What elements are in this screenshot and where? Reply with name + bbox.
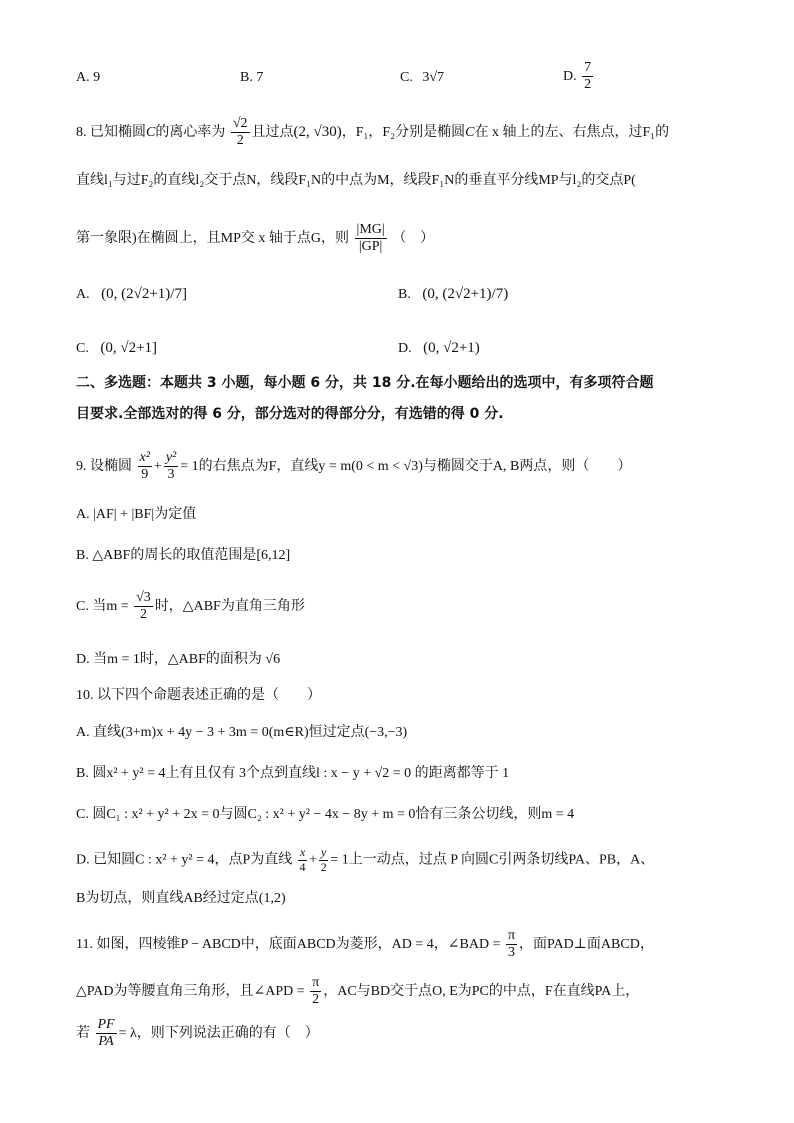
q8-text: 在 x 轴上的左、右焦点，过: [474, 124, 643, 140]
q11-angle-fraction-2: [310, 975, 321, 1008]
q11-ratio-fraction: [96, 1017, 117, 1050]
q8-ratio-denominator: |GP|: [358, 239, 383, 255]
q7-option-b: B. 7: [240, 70, 264, 85]
q8-option-b-value: (0, (2√2+1)/7): [422, 286, 509, 302]
q8-ratio-numerator: |MG|: [355, 222, 387, 239]
q8-option-b-label: B.: [398, 287, 411, 302]
q10-option-b: B. 圆x² + y² = 4上有且仅有 3个点到直线l : x − y + √2 = 0 的距离都等于 1: [76, 766, 510, 781]
q8-ellipse-symbol: C: [146, 124, 156, 140]
q8-text: 8. 已知椭圆: [76, 124, 146, 140]
q7-option-c: [400, 70, 444, 86]
q8-ellipse-symbol: C: [465, 124, 475, 140]
q11-frac1-denominator: 3: [508, 945, 515, 961]
q8-point: (2, √30): [293, 123, 342, 140]
q8-option-a: [76, 286, 187, 303]
q8-option-a-value: (0, (2√2+1)/7]: [101, 286, 187, 302]
q8-line-2: 直线l₁与过F₂的直线l₂交于点N，线段F₁N的中点为M，线段F₁N的垂直平分线MP与l₂的交点P(: [76, 173, 636, 188]
q10-d-frac-y-numerator: y: [321, 845, 327, 859]
q7-option-d: [563, 60, 595, 93]
q8-option-c-label: C.: [76, 341, 89, 356]
q8-text: 的离心率为: [155, 124, 226, 140]
q10-d-frac-x-denominator: 4: [299, 859, 306, 874]
q9-fraction-y: [164, 450, 178, 483]
q9-fraction-x: [138, 450, 152, 483]
q10-option-d-text: = 1上一动点，过点 P 向圆C引两条切线PA、PB，A、: [330, 852, 655, 868]
q7-option-c-label: C.: [400, 70, 413, 85]
q8-ratio-fraction: [355, 222, 387, 255]
q10-option-d-text: D. 已知圆C : x² + y² = 4，点P为直线: [76, 852, 293, 868]
q11-frac2-denominator: 2: [312, 992, 320, 1008]
q11-frac1-numerator: π: [506, 928, 517, 945]
q10-d-fraction-x: [298, 846, 307, 875]
q11-text: 若: [76, 1025, 90, 1041]
q11-text: ，AC与BD交于点O, E为PC的中点，F在直线PA上，: [323, 983, 640, 999]
q7-option-d-fraction: [582, 60, 593, 93]
q8-option-b: [398, 286, 508, 303]
section-2-heading-line-2: 目要求.全部选对的得 6 分，部分选对的得部分分，有选错的得 0 分.: [76, 406, 504, 422]
q8-text: F₁的: [642, 124, 670, 140]
q9-text: = 1的右焦点为F，直线y = m(0 < m < √3)与椭圆交于A, B两点，则（ ）: [180, 458, 632, 474]
q10-d-frac-x-numerator: x: [299, 845, 306, 859]
q9-option-d: D. 当m = 1时，△ABF的面积为 √6: [76, 652, 281, 667]
q7-d-denominator: 2: [584, 77, 592, 93]
q8-text: 第一象限)在椭圆上，且MP交 x 轴于点G，则: [76, 230, 350, 246]
q9-option-b: B. △ABF的周长的取值范围是[6,12]: [76, 548, 291, 563]
q9-plus: +: [153, 458, 162, 474]
q9-option-c-text: C. 当m =: [76, 598, 129, 614]
q8-ecc-denominator: 2: [236, 133, 244, 149]
q9-c-denominator: 2: [139, 607, 147, 623]
q8-line-1: [76, 116, 669, 149]
q8-eccentricity-fraction: [231, 116, 250, 149]
q8-option-d-value: (0, √2+1): [423, 340, 480, 356]
q8-option-d: [398, 340, 480, 357]
q8-text: ，F₁，F₂分别是椭圆: [341, 124, 466, 140]
q10-d-fraction-y: [319, 846, 328, 875]
q11-text: 11. 如图，四棱锥P − ABCD中，底面ABCD为菱形，AD = 4，∠BAD =: [76, 936, 501, 952]
q11-text: = λ，则下列说法正确的有（ ）: [118, 1025, 319, 1041]
q9-option-a: A. |AF| + |BF|为定值: [76, 507, 197, 522]
q11-text: △PAD为等腰直角三角形，且∠APD =: [76, 983, 305, 999]
q10-d-frac-y-denominator: 2: [320, 859, 327, 874]
q10-option-d: [76, 846, 654, 875]
q9-option-c-fraction: [134, 590, 153, 623]
q11-line-3: [76, 1017, 319, 1050]
q11-line-1: [76, 928, 654, 961]
q9-frac-y-denominator: 3: [167, 467, 175, 483]
q11-angle-fraction-1: [506, 928, 517, 961]
q9-option-c-text: 时，△ABF为直角三角形: [154, 598, 305, 614]
q7-d-numerator: 7: [582, 60, 593, 77]
q10-option-c: C. 圆C₁ : x² + y² + 2x = 0与圆C₂ : x² + y² − 4x − 8y + m = 0恰有三条公切线，则m = 4: [76, 807, 575, 822]
q9-option-c: [76, 590, 305, 623]
q10-option-d-line-2: B为切点，则直线AB经过定点(1,2): [76, 891, 286, 906]
q8-option-c-value: (0, √2+1]: [100, 340, 158, 356]
q8-answer-blank: （ ）: [392, 230, 435, 246]
q7-option-a: A. 9: [76, 70, 101, 85]
q10-option-a: A. 直线(3+m)x + 4y − 3 + 3m = 0(m∈R)恒过定点(−3,−3): [76, 725, 408, 740]
q8-option-a-label: A.: [76, 287, 90, 302]
q8-option-c: [76, 340, 157, 357]
q9-c-numerator: √3: [134, 590, 153, 607]
q11-ratio-numerator: PF: [96, 1017, 117, 1034]
q10-stem: 10. 以下四个命题表述正确的是（ ）: [76, 688, 321, 703]
q11-frac2-numerator: π: [310, 975, 321, 992]
q9-frac-x-numerator: x²: [138, 450, 152, 467]
q8-text: 且过点: [251, 124, 294, 140]
q9-frac-x-denominator: 9: [141, 467, 149, 483]
q10-d-plus: +: [309, 852, 318, 868]
q8-ecc-numerator: √2: [231, 116, 250, 133]
q11-ratio-denominator: PA: [98, 1034, 114, 1050]
q11-line-2: [76, 975, 639, 1008]
q9-text: 9. 设椭圆: [76, 458, 132, 474]
q8-line-3: [76, 222, 434, 255]
q8-option-d-label: D.: [398, 341, 412, 356]
q9-frac-y-numerator: y²: [164, 450, 178, 467]
q11-text: ，面PAD⊥面ABCD，: [519, 936, 654, 952]
section-2-heading-line-1: 二、多选题：本题共 3 小题，每小题 6 分，共 18 分.在每小题给出的选项中，有多项符合题: [76, 375, 654, 391]
q7-option-d-label: D.: [563, 68, 577, 84]
q9-stem: [76, 450, 631, 483]
q7-option-c-value: 3√7: [422, 70, 445, 85]
